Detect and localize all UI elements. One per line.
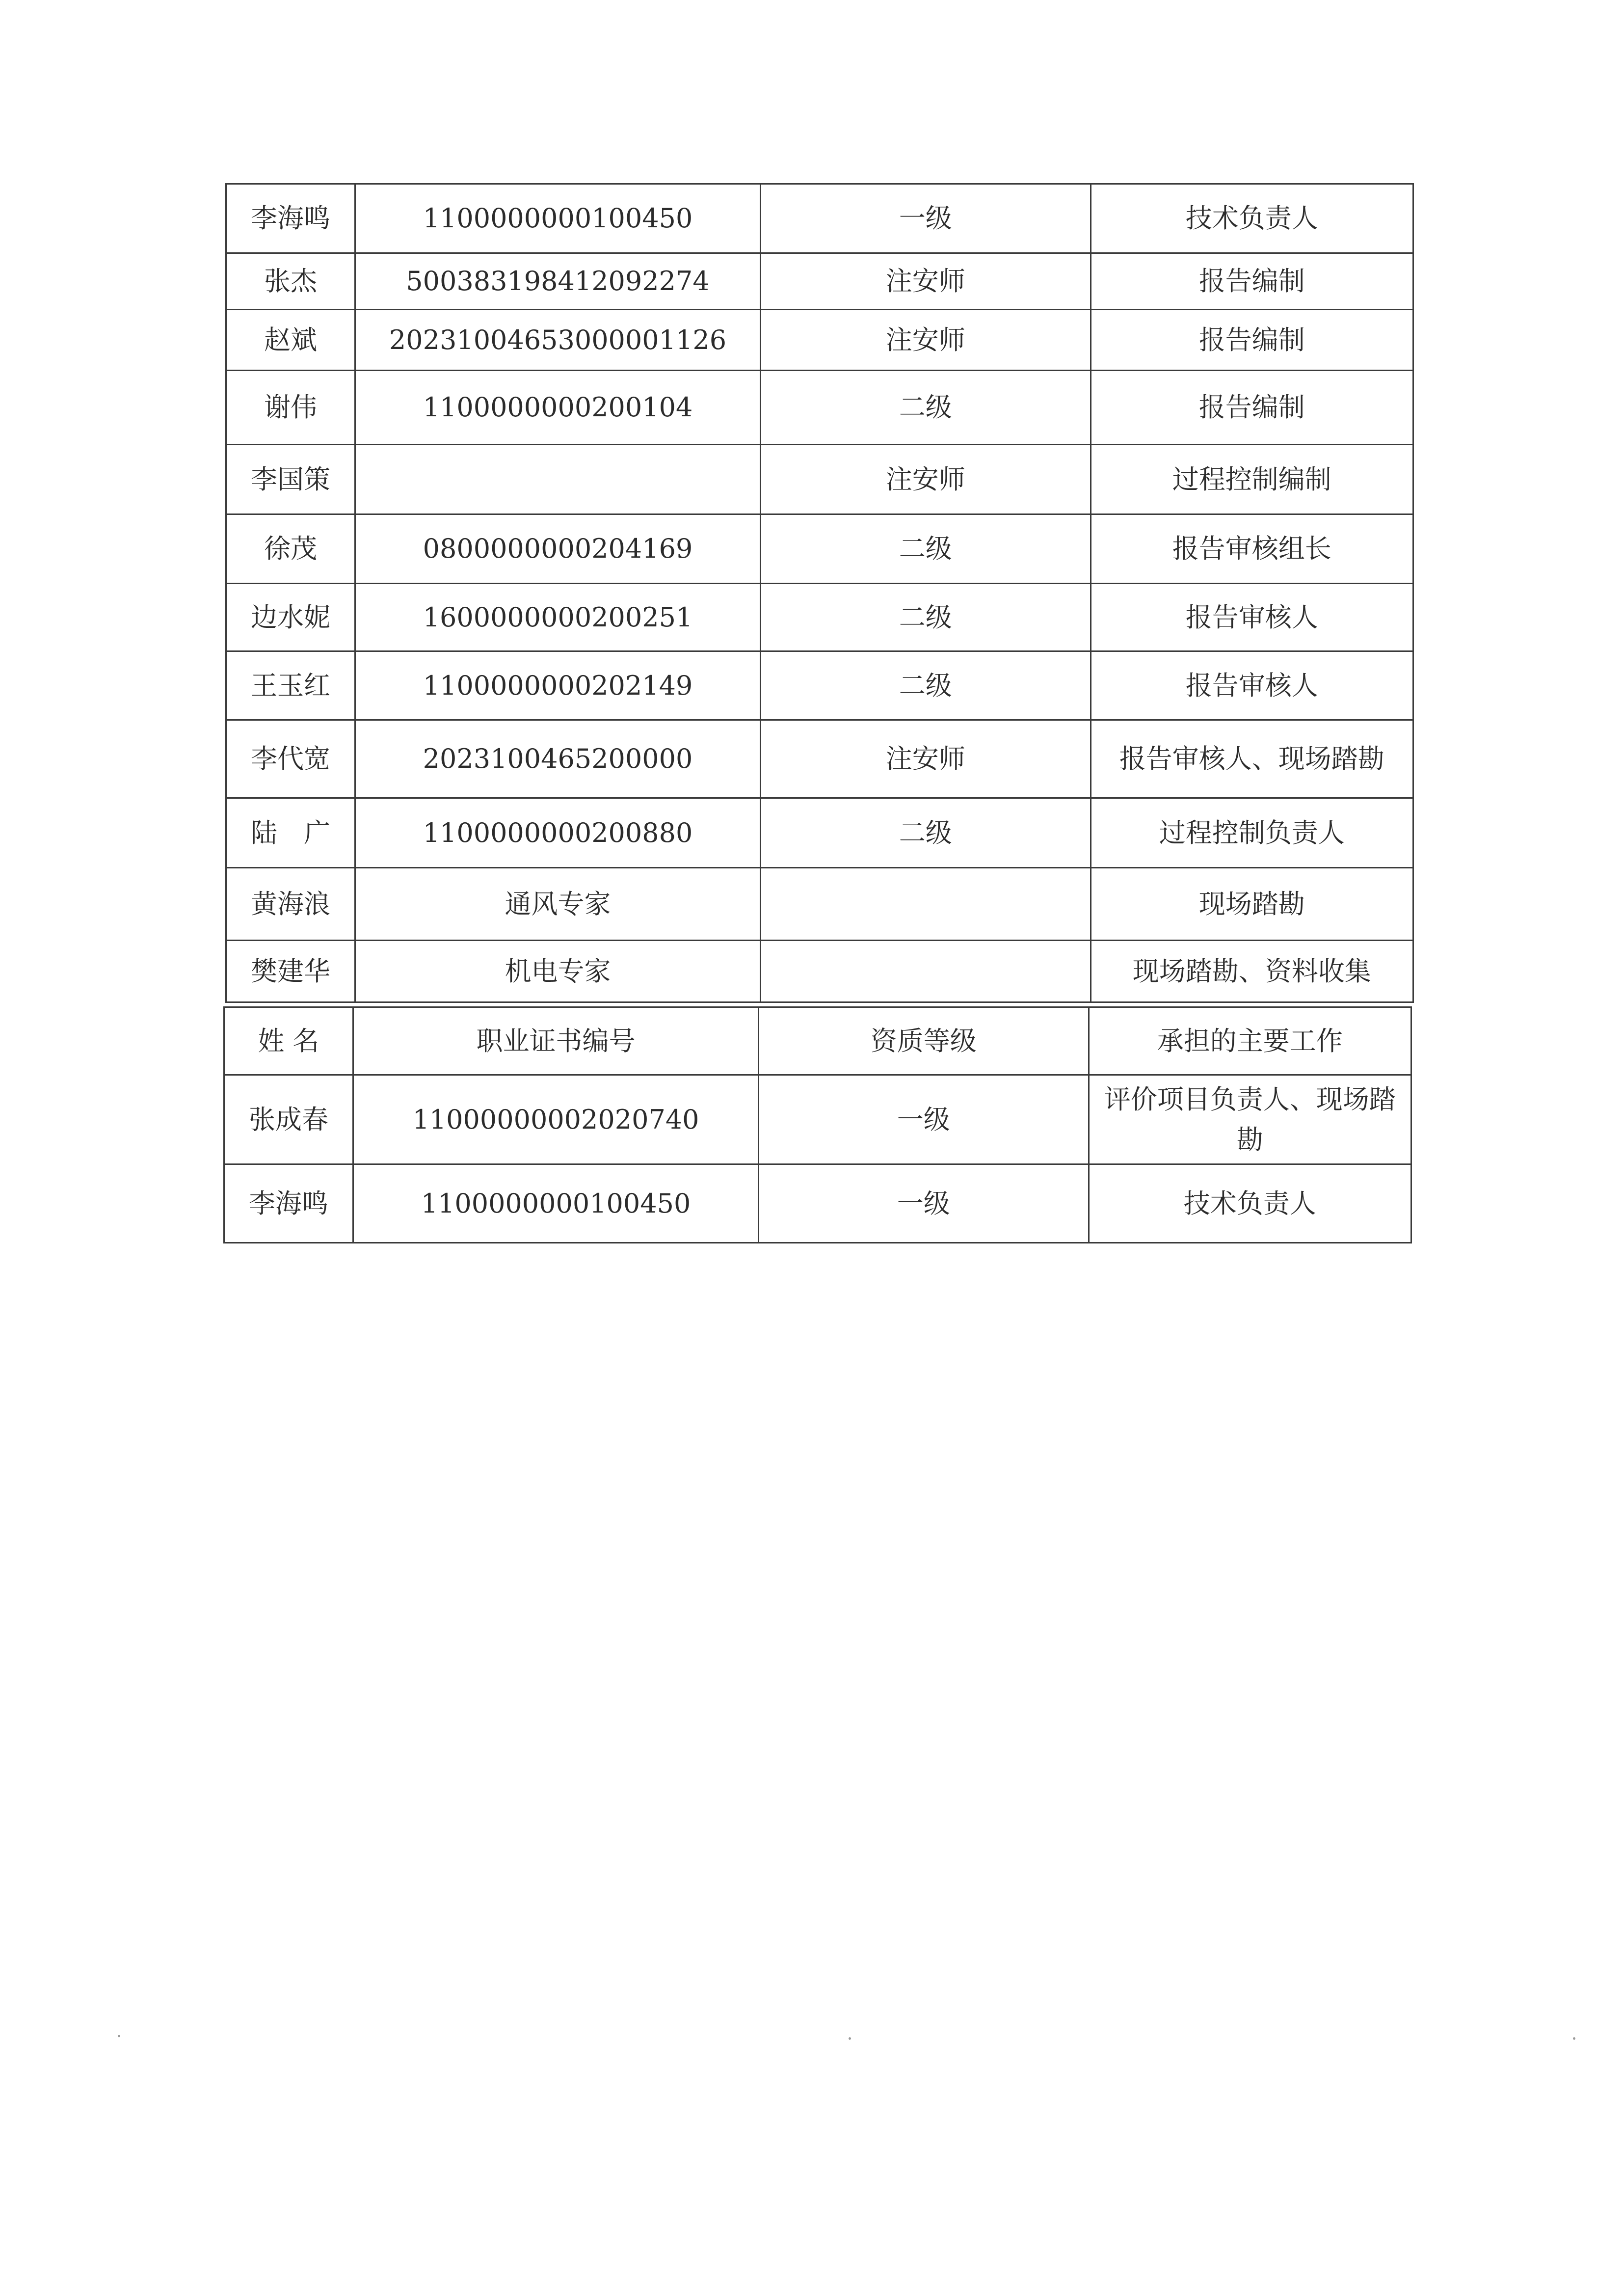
duty-cell: 报告审核组长 bbox=[1091, 514, 1413, 584]
table-row bbox=[226, 371, 1413, 445]
cert-number-cell: 20231004653000001126 bbox=[355, 310, 760, 371]
name-cell: 王玉红 bbox=[226, 651, 355, 720]
table-row bbox=[226, 798, 1413, 868]
cert-number-cell: 1100000000200104 bbox=[355, 371, 760, 445]
scan-artifact-dot bbox=[849, 2037, 851, 2040]
table-row bbox=[226, 445, 1413, 514]
scan-artifact-dot bbox=[118, 2035, 120, 2037]
name-cell: 樊建华 bbox=[226, 941, 355, 1002]
duty-cell: 报告编制 bbox=[1091, 310, 1413, 371]
cert-number-cell: 通风专家 bbox=[355, 868, 760, 941]
name-cell: 徐茂 bbox=[226, 514, 355, 584]
table-row bbox=[226, 514, 1413, 584]
cert-number-cell: 2023100465200000 bbox=[355, 720, 760, 798]
duty-cell: 现场踏勘、资料收集 bbox=[1091, 941, 1413, 1002]
name-cell: 边水妮 bbox=[226, 584, 355, 651]
table-row bbox=[226, 310, 1413, 371]
name-cell: 张成春 bbox=[224, 1075, 353, 1164]
scan-artifact-dot bbox=[1573, 2037, 1575, 2040]
cert-number-cell: 0800000000204169 bbox=[355, 514, 760, 584]
staff-table-continued bbox=[225, 183, 1414, 1003]
header-name: 姓 名 bbox=[224, 1007, 353, 1075]
table-row bbox=[224, 1075, 1411, 1164]
name-cell: 黄海浪 bbox=[226, 868, 355, 941]
name-cell: 李海鸣 bbox=[224, 1164, 353, 1243]
table-header-row bbox=[224, 1007, 1411, 1075]
duty-cell: 评价项目负责人、现场踏勘 bbox=[1089, 1075, 1411, 1164]
qualification-cell: 注安师 bbox=[761, 310, 1091, 371]
name-cell: 赵斌 bbox=[226, 310, 355, 371]
qualification-cell: 一级 bbox=[759, 1075, 1089, 1164]
name-cell: 李海鸣 bbox=[226, 184, 355, 253]
qualification-cell: 注安师 bbox=[761, 720, 1091, 798]
duty-cell: 报告审核人、现场踏勘 bbox=[1091, 720, 1413, 798]
cert-number-cell: 1100000000200880 bbox=[355, 798, 760, 868]
cert-number-cell: 机电专家 bbox=[355, 941, 760, 1002]
duty-cell: 报告审核人 bbox=[1091, 651, 1413, 720]
duty-cell: 报告编制 bbox=[1091, 253, 1413, 310]
qualification-cell: 二级 bbox=[761, 514, 1091, 584]
table-row bbox=[226, 868, 1413, 941]
table-row bbox=[224, 1164, 1411, 1243]
duty-cell: 技术负责人 bbox=[1091, 184, 1413, 253]
duty-cell: 现场踏勘 bbox=[1091, 868, 1413, 941]
cert-number-cell: 1600000000200251 bbox=[355, 584, 760, 651]
table-row bbox=[226, 584, 1413, 651]
name-cell: 李代宽 bbox=[226, 720, 355, 798]
name-cell: 张杰 bbox=[226, 253, 355, 310]
table-row bbox=[226, 720, 1413, 798]
cert-number-cell: 11000000002020740 bbox=[353, 1075, 758, 1164]
qualification-cell: 一级 bbox=[759, 1164, 1089, 1243]
duty-cell: 过程控制编制 bbox=[1091, 445, 1413, 514]
duty-cell: 报告编制 bbox=[1091, 371, 1413, 445]
name-cell: 谢伟 bbox=[226, 371, 355, 445]
cert-number-cell: 1100000000100450 bbox=[353, 1164, 758, 1243]
name-cell: 李国策 bbox=[226, 445, 355, 514]
table-row bbox=[226, 184, 1413, 253]
staff-table bbox=[223, 1006, 1412, 1243]
header-qualification: 资质等级 bbox=[759, 1007, 1089, 1075]
cert-number-cell: 500383198412092274 bbox=[355, 253, 760, 310]
qualification-cell bbox=[761, 868, 1091, 941]
qualification-cell: 二级 bbox=[761, 371, 1091, 445]
qualification-cell: 二级 bbox=[761, 798, 1091, 868]
table-row bbox=[226, 651, 1413, 720]
table-row bbox=[226, 941, 1413, 1002]
duty-cell: 报告审核人 bbox=[1091, 584, 1413, 651]
qualification-cell: 注安师 bbox=[761, 253, 1091, 310]
qualification-cell bbox=[761, 941, 1091, 1002]
qualification-cell: 二级 bbox=[761, 651, 1091, 720]
qualification-cell: 一级 bbox=[761, 184, 1091, 253]
cert-number-cell bbox=[355, 445, 760, 514]
header-cert-number: 职业证书编号 bbox=[353, 1007, 758, 1075]
duty-cell: 过程控制负责人 bbox=[1091, 798, 1413, 868]
cert-number-cell: 1100000000100450 bbox=[355, 184, 760, 253]
qualification-cell: 二级 bbox=[761, 584, 1091, 651]
duty-cell: 技术负责人 bbox=[1089, 1164, 1411, 1243]
table-row bbox=[226, 253, 1413, 310]
name-cell: 陆 广 bbox=[226, 798, 355, 868]
qualification-cell: 注安师 bbox=[761, 445, 1091, 514]
cert-number-cell: 1100000000202149 bbox=[355, 651, 760, 720]
header-duty: 承担的主要工作 bbox=[1089, 1007, 1411, 1075]
